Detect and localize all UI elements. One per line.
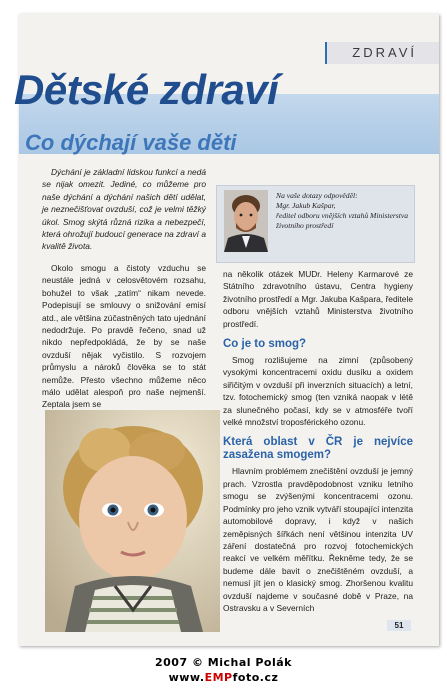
article-subtitle: Co dýchají vaše děti: [25, 130, 237, 155]
website-suffix: foto.cz: [232, 671, 279, 684]
website-credit[interactable]: [0, 671, 447, 684]
lead-paragraph: [42, 166, 206, 253]
answer-1: Smog rozlišujeme na zimní (způsobený vysokými koncentracemi oxidu dusíku a oxidem siřičitým v ovzduší při inverzních situacích) a letní, tzv. fotochemický smog (ten vzniká naopak v létě za slunečného počasí, kdy se v atmosféře tvoří velké množství troposférického ozonu.: [223, 355, 413, 428]
answer-2: Hlavním problémem znečištění ovzduší je jemný prach. Vzrostla pravděpodobnost vzniku letního smogu se zvýšenými koncentracemi ozonu. Podmínky pro jeho vznik vytváří stoupající intenzita automobilové dopravy, i když v našich zeměpisných šířkách není většinou intenzita UV záření dostatečná pro rozvoj fotochemických reakcí ve velkém měřítku. Řekněme tedy, že se budeme dále bavit o znečištěném ovzduší, a nemusí jít jen o klasický smog. Zhoršenou kvalitu ovzduší najdeme v současné době v Praze, na Ostravsku a v Severních: [223, 466, 413, 613]
page-number: 51: [387, 620, 411, 631]
body-left-text: Okolo smogu a čistoty vzduchu se neustále jedná v celosvětovém rozsahu, bohužel to však „zatím“ nikam nevede. Podepisují se smlouvy o snižování emisí atd., ale většina zúčastněných tato ujednání nedodržuje. Po pravdě řečeno, snad už nikdo nepředpokládá, že by se naše ovzduší nějak vyčistilo. S rozvojem průmyslu a nároků člověka se to stát nemůže. Přesto všechno můžeme něco málo udělat alespoň pro naše nejmenší. Zeptala jsem se: [42, 263, 206, 410]
body-right-column: [223, 268, 413, 614]
right-intro: na několik otázek MUDr. Heleny Karmarové ze Státního zdravotního ústavu, Centra hygieny životního prostředí a Mgr. Jakuba Kašpara, ředitele odboru vnějších vztahů Ministerstva životního prostředí.: [223, 269, 413, 329]
contact-role: ředitel odboru vnějších vztahů Ministerstva životního prostředí: [276, 211, 409, 230]
contact-name: Mgr. Jakub Kašpar,: [276, 201, 336, 210]
article-title: Dětské zdraví: [14, 66, 279, 113]
child-photo: [45, 410, 220, 632]
question-heading-1: Co je to smog?: [223, 338, 307, 351]
body-left-column: [42, 262, 206, 411]
lead-text: Dýchání je základní lidskou funkcí a nedá se nijak omezit. Jediné, co můžeme pro naše dýchání a dýchání našich dětí udělat, je neznečišťovat ovzduší, což je velmi těžký úkol. Smog skýtá různá rizika a nebezpečí, která ohrožují budoucí generace na zdraví a kvalitě života.: [42, 167, 206, 252]
section-label: ZDRAVÍ: [352, 45, 417, 60]
section-tag: [325, 42, 439, 64]
question-heading-2: Která oblast v ČR je nejvíce zasažena smogem?: [223, 436, 413, 462]
portrait-photo: [224, 190, 268, 252]
photo-credit: 2007 © Michal Polák: [155, 656, 292, 669]
website-prefix: www.: [168, 671, 205, 684]
website-highlight: EMP: [204, 671, 233, 684]
contact-text: [276, 191, 410, 231]
contact-intro: Na vaše dotazy odpověděl:: [276, 191, 358, 200]
